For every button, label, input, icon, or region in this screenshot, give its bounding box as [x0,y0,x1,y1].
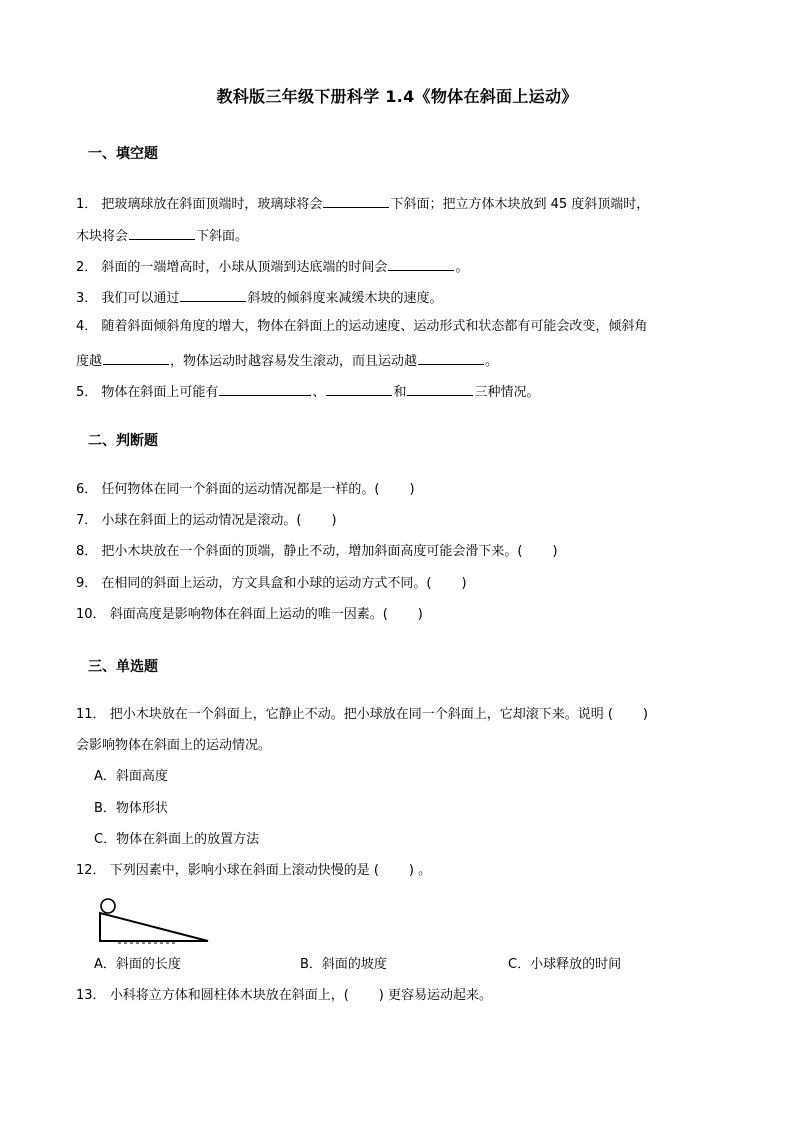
question-3: 3． 我们可以通过 斜坡的倾斜度来减缓木块的速度。 [76,287,442,308]
answer-blank[interactable] [326,381,392,396]
section-heading-fill: 一、填空题 [88,146,158,162]
question-number: 6． [76,482,98,497]
question-number: 9． [76,576,98,591]
question-4-line-2: 度越 ，物体运动时越容易发生滚动，而且运动越 。 [76,350,498,371]
answer-blank[interactable] [129,225,195,240]
question-number: 13． [76,988,106,1003]
question-2: 2． 斜面的一端增高时，小球从顶端到达底端的时间会 。 [76,256,468,277]
section-heading-choice: 三、单选题 [88,659,158,675]
answer-blank[interactable] [180,287,246,302]
question-11-line-1: 11． 把小木块放在一个斜面上，它静止不动。把小球放在同一个斜面上，它却滚下来。说明 ( ) [76,707,648,722]
option-a[interactable]: A．斜面高度 [94,769,168,784]
question-number: 4． [76,319,98,334]
question-number: 5． [76,385,98,400]
question-number: 12． [76,863,106,878]
answer-blank[interactable] [323,193,389,208]
question-number: 2． [76,260,98,275]
page-title: 教科版三年级下册科学 1.4《物体在斜面上运动》 [216,87,578,106]
question-9: 9． 在相同的斜面上运动，方文具盒和小球的运动方式不同。( ) [76,576,467,591]
section-heading-judge: 二、判断题 [88,433,158,449]
question-number: 8． [76,544,98,559]
option-c[interactable]: C．物体在斜面上的放置方法 [94,832,260,847]
incline-triangle [100,913,208,941]
option-a[interactable]: A．斜面的长度 [94,957,181,972]
question-number: 11． [76,707,106,722]
question-number: 1． [76,197,98,212]
question-1-line-1: 1． 把玻璃球放在斜面顶端时，玻璃球将会 下斜面；把立方体木块放到 45 度斜顶端时， [76,193,649,214]
option-b[interactable]: B．物体形状 [94,801,168,816]
question-6: 6． 任何物体在同一个斜面的运动情况都是一样的。( ) [76,482,415,497]
question-1-line-2: 木块将会 下斜面。 [76,225,248,246]
answer-blank[interactable] [407,381,473,396]
option-c[interactable]: C．小球释放的时间 [508,957,622,972]
question-number: 7． [76,513,98,528]
question-number: 3． [76,291,98,306]
question-4-line-1: 4． 随着斜面倾斜角度的增大，物体在斜面上的运动速度、运动形式和状态都有可能会改变，倾斜角 [76,319,648,334]
answer-blank[interactable] [219,381,311,396]
question-8: 8． 把小木块放在一个斜面的顶端，静止不动，增加斜面高度可能会滑下来。( ) [76,544,558,559]
question-5: 5． 物体在斜面上可能有 、 和 三种情况。 [76,381,539,402]
answer-blank[interactable] [388,256,454,271]
ball-shape [101,899,115,913]
incline-ball-figure [94,893,214,945]
question-13: 13． 小科将立方体和圆柱体木块放在斜面上，( ) 更容易运动起来。 [76,988,492,1003]
question-number: 10． [76,607,106,622]
answer-blank[interactable] [418,350,484,365]
question-11-line-2: 会影响物体在斜面上的运动情况。 [76,738,272,753]
option-b[interactable]: B．斜面的坡度 [300,957,387,972]
question-10: 10． 斜面高度是影响物体在斜面上运动的唯一因素。( ) [76,607,423,622]
question-12: 12． 下列因素中，影响小球在斜面上滚动快慢的是 ( ) 。 [76,863,432,878]
question-7: 7． 小球在斜面上的运动情况是滚动。( ) [76,513,337,528]
answer-blank[interactable] [103,350,169,365]
